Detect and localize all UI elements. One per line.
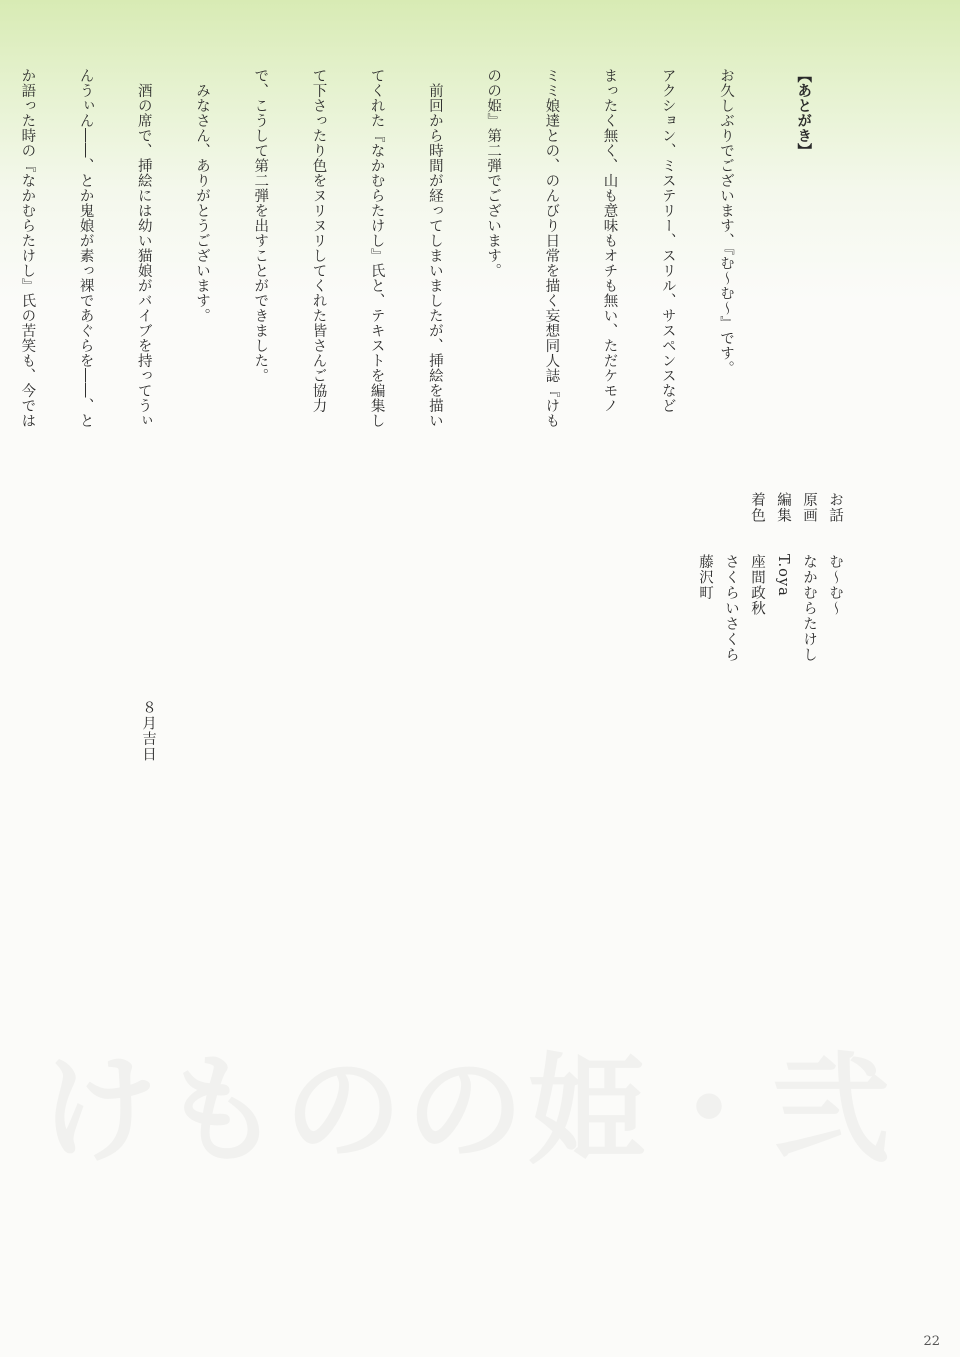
credit-row bbox=[770, 492, 796, 672]
afterword-line: みなさん、ありがとうございます。 bbox=[194, 68, 210, 323]
credit-role: お話 bbox=[827, 492, 843, 523]
afterword-line: んうぃん――、とか鬼娘が素っ裸であぐらを――、と bbox=[77, 68, 94, 428]
afterword-line: お久しぶりでございます、『む〜む〜』です。 bbox=[717, 68, 734, 376]
afterword-line: てくれた『なかむらたけし』氏と、テキストを編集し bbox=[368, 68, 385, 428]
page-number: 22 bbox=[923, 1334, 940, 1349]
credit-role: 編集 bbox=[775, 492, 791, 523]
credits-list bbox=[692, 492, 848, 672]
credit-name: さくらいさくら bbox=[723, 554, 739, 663]
credit-row bbox=[744, 492, 770, 672]
afterword-line: か語った時の『なかむらたけし』氏の苦笑も、今では bbox=[19, 68, 36, 428]
afterword-line: アクション、ミステリー、スリル、サスペンスなど bbox=[659, 68, 676, 413]
afterword-line: 酒の席で、挿絵には幼い猫娘がバイブを持ってうぃ bbox=[135, 68, 152, 428]
credit-name: 座間政秋 bbox=[749, 554, 765, 616]
afterword-text bbox=[19, 68, 852, 468]
credit-name: む〜む〜 bbox=[827, 554, 843, 616]
afterword-line: で、こうして第二弾を出すことができました。 bbox=[252, 68, 269, 383]
afterword-heading: 【あとがき】 bbox=[795, 68, 813, 158]
credit-row bbox=[718, 492, 744, 672]
credit-role: 着色 bbox=[749, 492, 765, 523]
credit-name: なかむらたけし bbox=[801, 554, 817, 663]
credit-row bbox=[822, 492, 848, 672]
afterword-line: のの姫』第二弾でございます。 bbox=[485, 68, 502, 278]
credit-name: 藤沢町 bbox=[697, 554, 713, 601]
afterword-line: まったく無く、山も意味もオチも無い、ただケモノ bbox=[601, 68, 618, 413]
credit-role: 原画 bbox=[801, 492, 817, 523]
credit-row bbox=[692, 492, 718, 672]
signoff-date: ８月吉日 bbox=[140, 700, 156, 762]
title-watermark: けものの姫・弐 bbox=[40, 1045, 895, 1175]
credit-row bbox=[796, 492, 822, 672]
afterword-line: 前回から時間が経ってしまいましたが、挿絵を描い bbox=[426, 68, 443, 428]
afterword-line: ミミ娘達との、のんびり日常を描く妄想同人誌『けも bbox=[543, 68, 560, 428]
afterword-line: て下さったり色をヌリヌリしてくれた皆さんご協力 bbox=[310, 68, 327, 413]
credit-name: T.oya bbox=[775, 554, 791, 597]
